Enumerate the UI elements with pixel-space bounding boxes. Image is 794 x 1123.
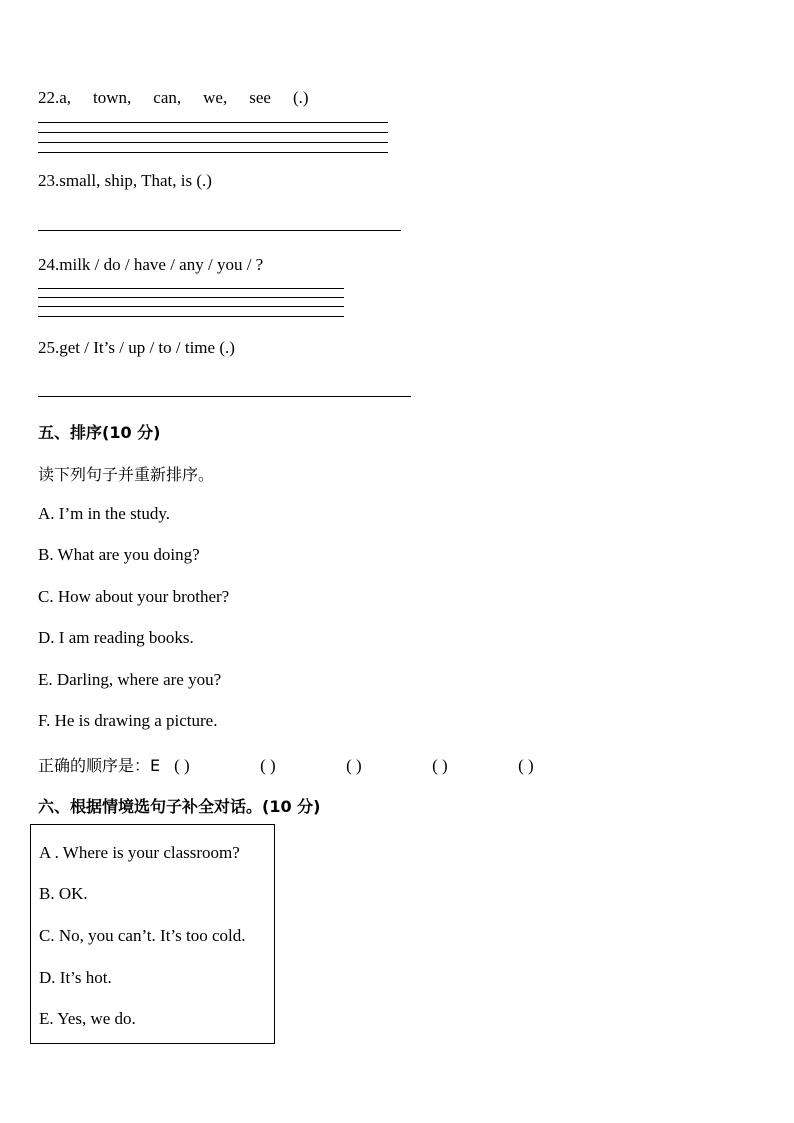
answer-line[interactable] [38, 306, 344, 307]
scrambled-word: town, [93, 88, 132, 107]
sentence-item: F. He is drawing a picture. [38, 711, 218, 730]
answer-line[interactable] [38, 396, 411, 397]
section-5-instruction: 读下列句子并重新排序。 [38, 465, 215, 484]
sentence-item: A. I’m in the study. [38, 504, 171, 523]
order-answer-blank[interactable]: ( ) [432, 756, 448, 775]
question-number: 22. [38, 88, 60, 107]
question-number: 23. [38, 171, 60, 190]
scrambled-word: (.) [292, 88, 309, 107]
section-6-heading: 六、根据情境选句子补全对话。(10 分) [38, 797, 321, 816]
answer-line[interactable] [38, 132, 388, 133]
scrambled-word: a, [59, 88, 72, 107]
dialogue-option: B. OK. [39, 884, 88, 903]
question-text: get / It’s / up / to / time (.) [59, 338, 235, 357]
question-number: 24. [38, 255, 60, 274]
answer-line[interactable] [38, 142, 388, 143]
answer-line[interactable] [38, 122, 388, 123]
sentence-item: E. Darling, where are you? [38, 670, 222, 689]
dialogue-option: E. Yes, we do. [39, 1009, 136, 1028]
answer-line[interactable] [38, 152, 388, 153]
sentence-item: D. I am reading books. [38, 628, 194, 647]
question-25 [38, 338, 235, 358]
answer-line[interactable] [38, 288, 344, 289]
options-box [30, 824, 275, 1044]
question-22 [38, 88, 309, 108]
sentence-item: B. What are you doing? [38, 545, 200, 564]
order-answer-blank[interactable]: ( ) [260, 756, 276, 775]
answer-line[interactable] [38, 230, 401, 231]
order-answer-label: 正确的顺序是：E [38, 756, 161, 775]
question-number: 25. [38, 338, 60, 357]
dialogue-option: D. It’s hot. [39, 968, 112, 987]
question-text: milk / do / have / any / you / ? [59, 255, 264, 274]
question-24 [38, 255, 263, 275]
order-answer-blank[interactable]: ( ) [346, 756, 362, 775]
section-5-heading: 五、排序(10 分) [38, 423, 161, 442]
dialogue-option: A . Where is your classroom? [39, 843, 240, 862]
sentence-item: C. How about your brother? [38, 587, 230, 606]
order-answer-row [38, 753, 604, 776]
scrambled-word: see [249, 88, 271, 107]
scrambled-word: we, [203, 88, 228, 107]
answer-line[interactable] [38, 316, 344, 317]
dialogue-option: C. No, you can’t. It’s too cold. [39, 926, 246, 945]
question-text: small, ship, That, is (.) [59, 171, 212, 190]
order-answer-blank[interactable]: ( ) [174, 756, 190, 775]
answer-line[interactable] [38, 297, 344, 298]
question-23 [38, 171, 212, 191]
scrambled-word: can, [153, 88, 182, 107]
order-answer-blank[interactable]: ( ) [518, 756, 534, 775]
